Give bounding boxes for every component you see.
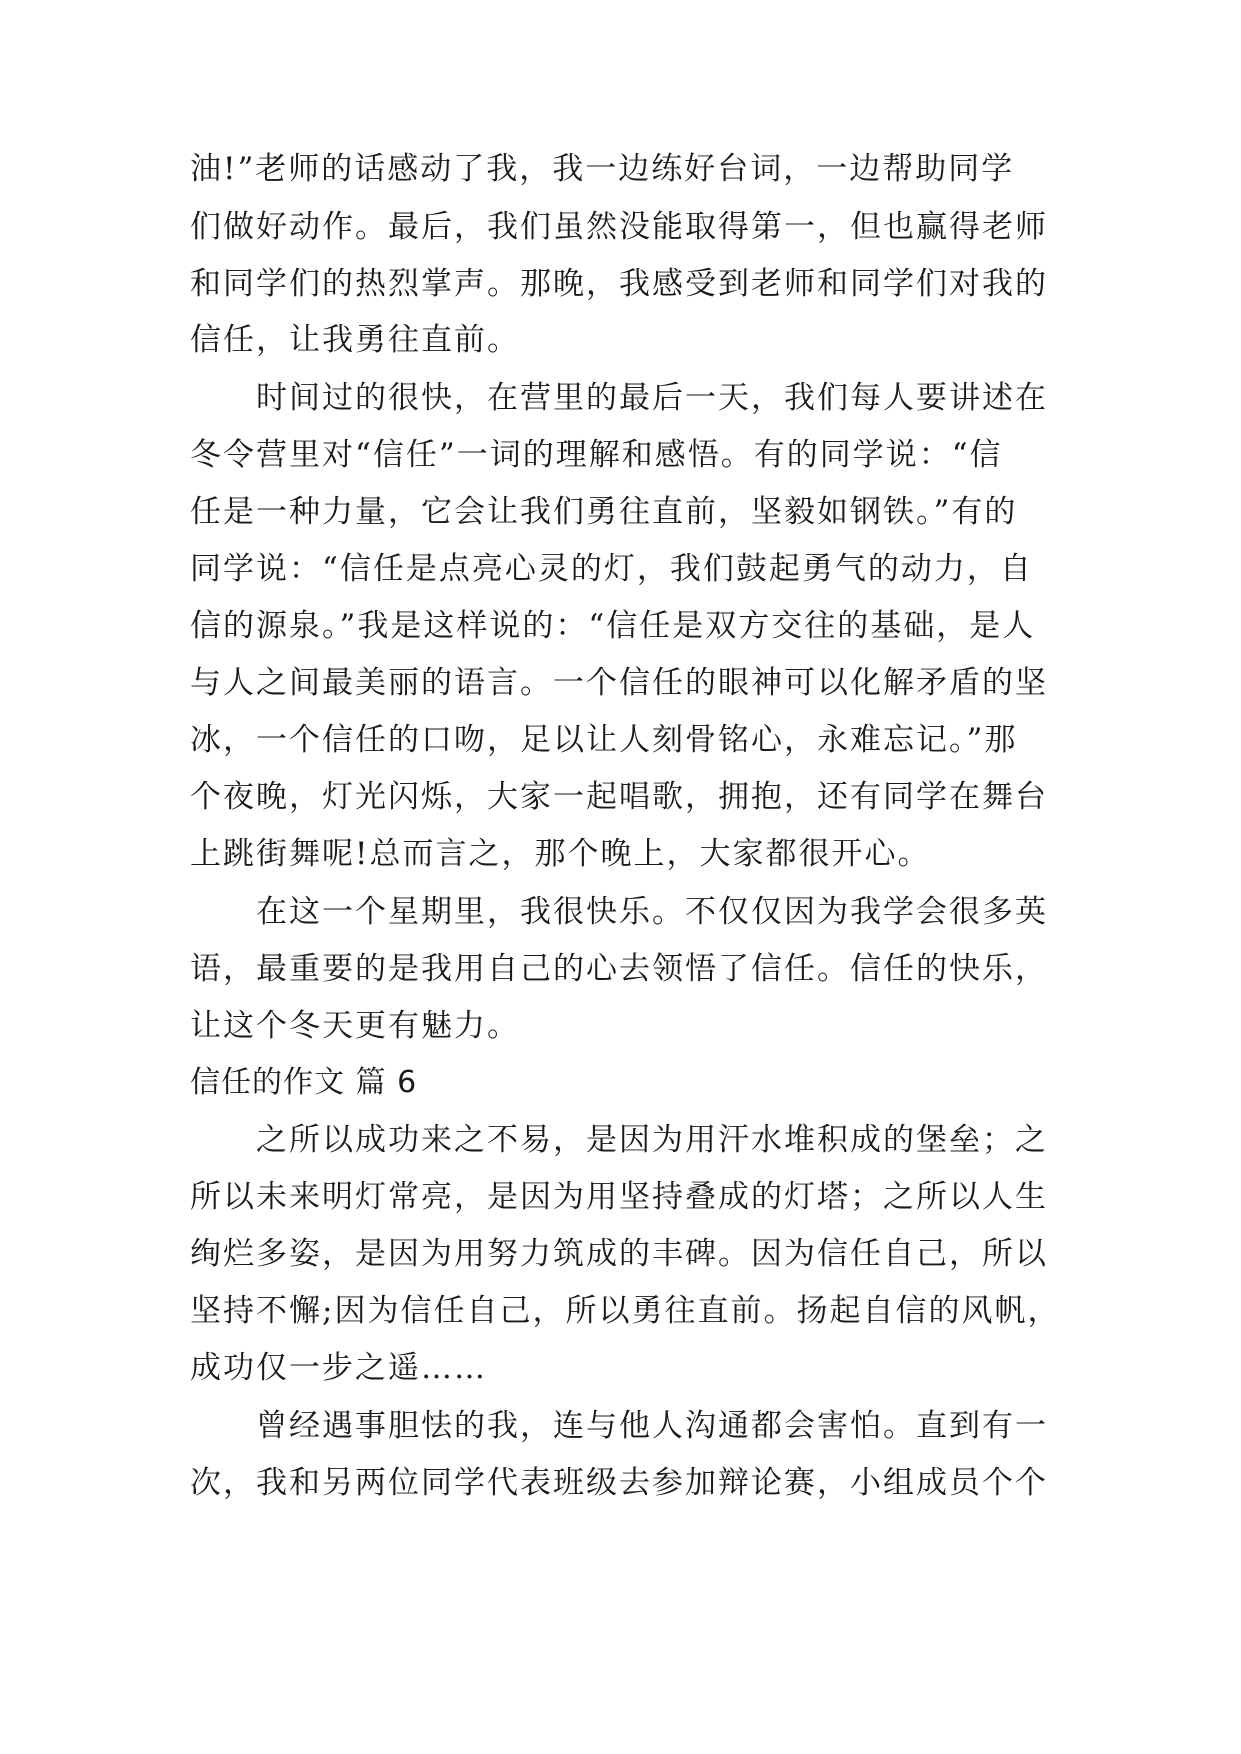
body-line: 在这一个星期里，我很快乐。不仅仅因为我学会很多英 (190, 894, 1048, 930)
body-line: 信任，让我勇往直前。 (190, 322, 520, 358)
body-line: 上跳街舞呢!总而言之，那个晚上，大家都很开心。 (190, 836, 931, 872)
body-line: 坚持不懈;因为信任自己，所以勇往直前。扬起自信的风帆， (190, 1293, 1061, 1329)
body-line: 冬令营里对“信任”一词的理解和感悟。有的同学说：“信 (190, 437, 1003, 473)
body-line: 语，最重要的是我用自己的心去领悟了信任。信任的快乐， (190, 951, 1048, 987)
body-line: 个夜晚，灯光闪烁，大家一起唱歌，拥抱，还有同学在舞台 (190, 779, 1048, 815)
body-line: 之所以成功来之不易，是因为用汗水堆积成的堡垒；之 (190, 1122, 1048, 1158)
body-line: 所以未来明灯常亮，是因为用坚持叠成的灯塔；之所以人生 (190, 1179, 1048, 1215)
body-line: 冰，一个信任的口吻，足以让人刻骨铭心，永难忘记。”那 (190, 722, 1018, 758)
body-line: 曾经遇事胆怯的我，连与他人沟通都会害怕。直到有一 (190, 1408, 1048, 1444)
body-line: 与人之间最美丽的语言。一个信任的眼神可以化解矛盾的坚 (190, 665, 1048, 701)
body-line: 和同学们的热烈掌声。那晚，我感受到老师和同学们对我的 (190, 266, 1048, 302)
body-line: 成功仅一步之遥…… (190, 1350, 487, 1386)
body-line: 信的源泉。”我是这样说的：“信任是双方交往的基础，是人 (190, 608, 1036, 644)
body-line: 让这个冬天更有魅力。 (190, 1008, 520, 1044)
body-line: 绚烂多姿，是因为用努力筑成的丰碑。因为信任自己，所以 (190, 1236, 1048, 1272)
body-line: 们做好动作。最后，我们虽然没能取得第一，但也赢得老师 (190, 209, 1048, 245)
body-line: 同学说：“信任是点亮心灵的灯，我们鼓起勇气的动力，自 (190, 551, 1033, 587)
body-line: 油!”老师的话感动了我，我一边练好台词，一边帮助同学 (190, 151, 1015, 187)
body-line: 任是一种力量，它会让我们勇往直前，坚毅如钢铁。”有的 (190, 494, 1018, 530)
section-heading: 信任的作文 篇 6 (190, 1065, 418, 1100)
body-line: 时间过的很快，在营里的最后一天，我们每人要讲述在 (190, 380, 1048, 416)
body-line: 次，我和另两位同学代表班级去参加辩论赛，小组成员个个 (190, 1465, 1048, 1501)
